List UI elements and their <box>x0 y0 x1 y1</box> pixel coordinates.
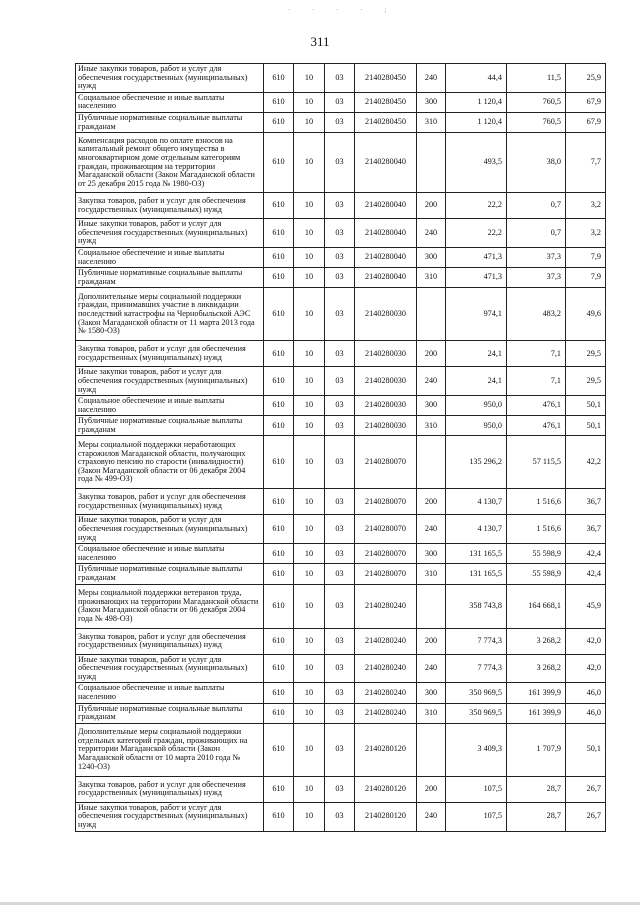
plan-amount-cell: 974,1 <box>446 288 507 341</box>
fact-amount-cell: 11,5 <box>507 64 566 93</box>
section-code-cell: 10 <box>294 776 325 802</box>
row-name-cell: Дополнительные меры социальной поддержки отдельных категорий граждан, проживающих на территории Магаданской области (Закон Магаданской области от 10 марта 2010 года № 1240-ОЗ) <box>76 723 264 776</box>
section-code-cell: 10 <box>294 288 325 341</box>
subsection-code-cell: 03 <box>325 247 355 267</box>
target-article-cell: 2140280030 <box>355 416 417 436</box>
plan-amount-cell: 7 774,3 <box>446 628 507 654</box>
expense-type-cell: 300 <box>417 683 446 703</box>
subsection-code-cell: 03 <box>325 544 355 564</box>
section-code-cell: 10 <box>294 489 325 515</box>
plan-amount-cell: 22,2 <box>446 219 507 248</box>
percent-cell: 42,0 <box>566 654 606 683</box>
fact-amount-cell: 483,2 <box>507 288 566 341</box>
table-row <box>76 436 606 489</box>
gov-code-cell: 610 <box>264 776 294 802</box>
row-name-cell: Иные закупки товаров, работ и услуг для обеспечения государственных (муниципальных) нужд <box>76 219 264 248</box>
percent-cell: 26,7 <box>566 776 606 802</box>
section-code-cell: 10 <box>294 133 325 193</box>
row-name-cell: Социальное обеспечение и иные выплаты населению <box>76 683 264 703</box>
percent-cell: 42,4 <box>566 544 606 564</box>
table-row <box>76 683 606 703</box>
table-row <box>76 802 606 831</box>
plan-amount-cell: 131 165,5 <box>446 564 507 584</box>
target-article-cell: 2140280040 <box>355 219 417 248</box>
expense-type-cell: 200 <box>417 628 446 654</box>
table-row <box>76 396 606 416</box>
table-row <box>76 92 606 112</box>
table-row <box>76 367 606 396</box>
row-name-cell: Закупка товаров, работ и услуг для обеспечения государственных (муниципальных) нужд <box>76 341 264 367</box>
percent-cell: 36,7 <box>566 489 606 515</box>
fact-amount-cell: 57 115,5 <box>507 436 566 489</box>
gov-code-cell: 610 <box>264 703 294 723</box>
subsection-code-cell: 03 <box>325 515 355 544</box>
table-row <box>76 703 606 723</box>
section-code-cell: 10 <box>294 396 325 416</box>
row-name-cell: Закупка товаров, работ и услуг для обеспечения государственных (муниципальных) нужд <box>76 628 264 654</box>
fact-amount-cell: 161 399,9 <box>507 703 566 723</box>
percent-cell: 42,0 <box>566 628 606 654</box>
gov-code-cell: 610 <box>264 268 294 288</box>
target-article-cell: 2140280070 <box>355 515 417 544</box>
section-code-cell: 10 <box>294 544 325 564</box>
fact-amount-cell: 0,7 <box>507 193 566 219</box>
fact-amount-cell: 7,1 <box>507 341 566 367</box>
target-article-cell: 2140280040 <box>355 133 417 193</box>
fact-amount-cell: 3 268,2 <box>507 628 566 654</box>
fact-amount-cell: 164 668,1 <box>507 584 566 628</box>
expense-type-cell <box>417 436 446 489</box>
target-article-cell: 2140280240 <box>355 628 417 654</box>
subsection-code-cell: 03 <box>325 416 355 436</box>
expense-type-cell <box>417 723 446 776</box>
row-name-cell: Иные закупки товаров, работ и услуг для обеспечения государственных (муниципальных) нужд <box>76 367 264 396</box>
subsection-code-cell: 03 <box>325 654 355 683</box>
expense-type-cell: 200 <box>417 489 446 515</box>
target-article-cell: 2140280240 <box>355 654 417 683</box>
gov-code-cell: 610 <box>264 64 294 93</box>
subsection-code-cell: 03 <box>325 193 355 219</box>
section-code-cell: 10 <box>294 628 325 654</box>
gov-code-cell: 610 <box>264 193 294 219</box>
fact-amount-cell: 28,7 <box>507 776 566 802</box>
subsection-code-cell: 03 <box>325 703 355 723</box>
budget-table <box>75 63 606 832</box>
expense-type-cell: 300 <box>417 396 446 416</box>
expense-type-cell: 310 <box>417 268 446 288</box>
target-article-cell: 2140280040 <box>355 268 417 288</box>
expense-type-cell: 310 <box>417 416 446 436</box>
row-name-cell: Иные закупки товаров, работ и услуг для обеспечения государственных (муниципальных) нужд <box>76 64 264 93</box>
table-row <box>76 219 606 248</box>
percent-cell: 29,5 <box>566 367 606 396</box>
table-row <box>76 133 606 193</box>
table-row <box>76 515 606 544</box>
gov-code-cell: 610 <box>264 515 294 544</box>
table-row <box>76 584 606 628</box>
target-article-cell: 2140280120 <box>355 776 417 802</box>
target-article-cell: 2140280030 <box>355 288 417 341</box>
row-name-cell: Компенсация расходов по оплате взносов на капитальный ремонт общего имущества в многоквартирном доме отдельным категориям граждан, проживающим на территории Магаданской области (Закон Магаданской области от 25 декабря 2015 года № 1980-ОЗ) <box>76 133 264 193</box>
plan-amount-cell: 471,3 <box>446 247 507 267</box>
fact-amount-cell: 161 399,9 <box>507 683 566 703</box>
plan-amount-cell: 1 120,4 <box>446 92 507 112</box>
section-code-cell: 10 <box>294 92 325 112</box>
percent-cell: 67,9 <box>566 92 606 112</box>
percent-cell: 50,1 <box>566 723 606 776</box>
plan-amount-cell: 358 743,8 <box>446 584 507 628</box>
section-code-cell: 10 <box>294 436 325 489</box>
row-name-cell: Закупка товаров, работ и услуг для обеспечения государственных (муниципальных) нужд <box>76 776 264 802</box>
target-article-cell: 2140280120 <box>355 723 417 776</box>
plan-amount-cell: 131 165,5 <box>446 544 507 564</box>
plan-amount-cell: 22,2 <box>446 193 507 219</box>
target-article-cell: 2140280070 <box>355 436 417 489</box>
section-code-cell: 10 <box>294 268 325 288</box>
fact-amount-cell: 7,1 <box>507 367 566 396</box>
subsection-code-cell: 03 <box>325 802 355 831</box>
section-code-cell: 10 <box>294 683 325 703</box>
percent-cell: 49,6 <box>566 288 606 341</box>
section-code-cell: 10 <box>294 367 325 396</box>
expense-type-cell: 300 <box>417 92 446 112</box>
row-name-cell: Публичные нормативные социальные выплаты гражданам <box>76 564 264 584</box>
fact-amount-cell: 55 598,9 <box>507 544 566 564</box>
table-row <box>76 112 606 132</box>
subsection-code-cell: 03 <box>325 367 355 396</box>
expense-type-cell: 310 <box>417 703 446 723</box>
section-code-cell: 10 <box>294 584 325 628</box>
plan-amount-cell: 4 130,7 <box>446 489 507 515</box>
row-name-cell: Публичные нормативные социальные выплаты гражданам <box>76 268 264 288</box>
table-body <box>76 64 606 832</box>
percent-cell: 42,4 <box>566 564 606 584</box>
gov-code-cell: 610 <box>264 396 294 416</box>
section-code-cell: 10 <box>294 64 325 93</box>
target-article-cell: 2140280030 <box>355 396 417 416</box>
table-row <box>76 628 606 654</box>
expense-type-cell: 240 <box>417 802 446 831</box>
subsection-code-cell: 03 <box>325 564 355 584</box>
target-article-cell: 2140280240 <box>355 683 417 703</box>
section-code-cell: 10 <box>294 193 325 219</box>
gov-code-cell: 610 <box>264 341 294 367</box>
table-row <box>76 268 606 288</box>
scan-marks: · · · · ; <box>288 6 397 14</box>
expense-type-cell: 300 <box>417 247 446 267</box>
subsection-code-cell: 03 <box>325 723 355 776</box>
percent-cell: 42,2 <box>566 436 606 489</box>
table-row <box>76 654 606 683</box>
plan-amount-cell: 4 130,7 <box>446 515 507 544</box>
subsection-code-cell: 03 <box>325 341 355 367</box>
expense-type-cell: 200 <box>417 776 446 802</box>
table-row <box>76 776 606 802</box>
gov-code-cell: 610 <box>264 436 294 489</box>
gov-code-cell: 610 <box>264 416 294 436</box>
gov-code-cell: 610 <box>264 723 294 776</box>
row-name-cell: Социальное обеспечение и иные выплаты населению <box>76 92 264 112</box>
target-article-cell: 2140280240 <box>355 584 417 628</box>
row-name-cell: Меры социальной поддержки неработающих старожилов Магаданской области, получающих страховую пенсию по старости (инвалидности) (Закон Магаданской области от 06 декабря 2004 года № 499-ОЗ) <box>76 436 264 489</box>
plan-amount-cell: 135 296,2 <box>446 436 507 489</box>
percent-cell: 25,9 <box>566 64 606 93</box>
target-article-cell: 2140280070 <box>355 544 417 564</box>
gov-code-cell: 610 <box>264 584 294 628</box>
subsection-code-cell: 03 <box>325 489 355 515</box>
fact-amount-cell: 3 268,2 <box>507 654 566 683</box>
fact-amount-cell: 37,3 <box>507 247 566 267</box>
gov-code-cell: 610 <box>264 489 294 515</box>
section-code-cell: 10 <box>294 515 325 544</box>
expense-type-cell: 240 <box>417 515 446 544</box>
section-code-cell: 10 <box>294 703 325 723</box>
expense-type-cell: 200 <box>417 341 446 367</box>
expense-type-cell <box>417 288 446 341</box>
expense-type-cell <box>417 584 446 628</box>
percent-cell: 46,0 <box>566 683 606 703</box>
section-code-cell: 10 <box>294 564 325 584</box>
plan-amount-cell: 950,0 <box>446 396 507 416</box>
percent-cell: 50,1 <box>566 416 606 436</box>
table-row <box>76 288 606 341</box>
section-code-cell: 10 <box>294 112 325 132</box>
gov-code-cell: 610 <box>264 247 294 267</box>
fact-amount-cell: 37,3 <box>507 268 566 288</box>
target-article-cell: 2140280240 <box>355 703 417 723</box>
row-name-cell: Иные закупки товаров, работ и услуг для обеспечения государственных (муниципальных) нужд <box>76 654 264 683</box>
expense-type-cell: 310 <box>417 112 446 132</box>
table-row <box>76 247 606 267</box>
fact-amount-cell: 760,5 <box>507 112 566 132</box>
percent-cell: 29,5 <box>566 341 606 367</box>
expense-type-cell: 200 <box>417 193 446 219</box>
subsection-code-cell: 03 <box>325 133 355 193</box>
plan-amount-cell: 3 409,3 <box>446 723 507 776</box>
gov-code-cell: 610 <box>264 628 294 654</box>
percent-cell: 46,0 <box>566 703 606 723</box>
row-name-cell: Иные закупки товаров, работ и услуг для обеспечения государственных (муниципальных) нужд <box>76 515 264 544</box>
gov-code-cell: 610 <box>264 802 294 831</box>
target-article-cell: 2140280030 <box>355 341 417 367</box>
plan-amount-cell: 44,4 <box>446 64 507 93</box>
percent-cell: 26,7 <box>566 802 606 831</box>
fact-amount-cell: 38,0 <box>507 133 566 193</box>
row-name-cell: Меры социальной поддержки ветеранов труда, проживающих на территории Магаданской области (Закон Магаданской области от 06 декабря 2004 года № 498-ОЗ) <box>76 584 264 628</box>
table-row <box>76 723 606 776</box>
gov-code-cell: 610 <box>264 367 294 396</box>
percent-cell: 7,9 <box>566 268 606 288</box>
table-row <box>76 341 606 367</box>
fact-amount-cell: 1 707,9 <box>507 723 566 776</box>
fact-amount-cell: 760,5 <box>507 92 566 112</box>
expense-type-cell: 300 <box>417 544 446 564</box>
plan-amount-cell: 7 774,3 <box>446 654 507 683</box>
row-name-cell: Публичные нормативные социальные выплаты гражданам <box>76 703 264 723</box>
gov-code-cell: 610 <box>264 92 294 112</box>
gov-code-cell: 610 <box>264 288 294 341</box>
row-name-cell: Социальное обеспечение и иные выплаты населению <box>76 396 264 416</box>
target-article-cell: 2140280070 <box>355 564 417 584</box>
fact-amount-cell: 55 598,9 <box>507 564 566 584</box>
gov-code-cell: 610 <box>264 564 294 584</box>
table-row <box>76 416 606 436</box>
gov-code-cell: 610 <box>264 683 294 703</box>
expense-type-cell <box>417 133 446 193</box>
percent-cell: 7,7 <box>566 133 606 193</box>
expense-type-cell: 310 <box>417 564 446 584</box>
plan-amount-cell: 493,5 <box>446 133 507 193</box>
fact-amount-cell: 1 516,6 <box>507 489 566 515</box>
expense-type-cell: 240 <box>417 367 446 396</box>
target-article-cell: 2140280450 <box>355 64 417 93</box>
percent-cell: 67,9 <box>566 112 606 132</box>
gov-code-cell: 610 <box>264 654 294 683</box>
subsection-code-cell: 03 <box>325 683 355 703</box>
gov-code-cell: 610 <box>264 219 294 248</box>
subsection-code-cell: 03 <box>325 64 355 93</box>
percent-cell: 3,2 <box>566 219 606 248</box>
target-article-cell: 2140280070 <box>355 489 417 515</box>
table-row <box>76 489 606 515</box>
plan-amount-cell: 24,1 <box>446 341 507 367</box>
row-name-cell: Дополнительные меры социальной поддержки граждан, принимавших участие в ликвидации последствий катастрофы на Чернобыльской АЭС (Закон Магаданской области от 11 марта 2013 года № 1580-ОЗ) <box>76 288 264 341</box>
section-code-cell: 10 <box>294 219 325 248</box>
subsection-code-cell: 03 <box>325 112 355 132</box>
fact-amount-cell: 476,1 <box>507 396 566 416</box>
plan-amount-cell: 350 969,5 <box>446 683 507 703</box>
row-name-cell: Закупка товаров, работ и услуг для обеспечения государственных (муниципальных) нужд <box>76 489 264 515</box>
row-name-cell: Социальное обеспечение и иные выплаты населению <box>76 544 264 564</box>
row-name-cell: Социальное обеспечение и иные выплаты населению <box>76 247 264 267</box>
percent-cell: 36,7 <box>566 515 606 544</box>
fact-amount-cell: 28,7 <box>507 802 566 831</box>
subsection-code-cell: 03 <box>325 584 355 628</box>
row-name-cell: Публичные нормативные социальные выплаты гражданам <box>76 416 264 436</box>
section-code-cell: 10 <box>294 723 325 776</box>
section-code-cell: 10 <box>294 416 325 436</box>
percent-cell: 3,2 <box>566 193 606 219</box>
subsection-code-cell: 03 <box>325 396 355 416</box>
subsection-code-cell: 03 <box>325 268 355 288</box>
section-code-cell: 10 <box>294 341 325 367</box>
gov-code-cell: 610 <box>264 112 294 132</box>
percent-cell: 45,9 <box>566 584 606 628</box>
plan-amount-cell: 24,1 <box>446 367 507 396</box>
fact-amount-cell: 476,1 <box>507 416 566 436</box>
section-code-cell: 10 <box>294 654 325 683</box>
subsection-code-cell: 03 <box>325 219 355 248</box>
target-article-cell: 2140280040 <box>355 247 417 267</box>
fact-amount-cell: 0,7 <box>507 219 566 248</box>
target-article-cell: 2140280450 <box>355 92 417 112</box>
table-row <box>76 64 606 93</box>
target-article-cell: 2140280030 <box>355 367 417 396</box>
subsection-code-cell: 03 <box>325 92 355 112</box>
target-article-cell: 2140280120 <box>355 802 417 831</box>
plan-amount-cell: 107,5 <box>446 776 507 802</box>
plan-amount-cell: 107,5 <box>446 802 507 831</box>
expense-type-cell: 240 <box>417 64 446 93</box>
subsection-code-cell: 03 <box>325 288 355 341</box>
plan-amount-cell: 471,3 <box>446 268 507 288</box>
gov-code-cell: 610 <box>264 133 294 193</box>
table-row <box>76 193 606 219</box>
subsection-code-cell: 03 <box>325 436 355 489</box>
expense-type-cell: 240 <box>417 219 446 248</box>
row-name-cell: Закупка товаров, работ и услуг для обеспечения государственных (муниципальных) нужд <box>76 193 264 219</box>
subsection-code-cell: 03 <box>325 776 355 802</box>
page-number: 311 <box>310 34 330 49</box>
target-article-cell: 2140280450 <box>355 112 417 132</box>
section-code-cell: 10 <box>294 802 325 831</box>
table-row <box>76 544 606 564</box>
row-name-cell: Публичные нормативные социальные выплаты гражданам <box>76 112 264 132</box>
table-row <box>76 564 606 584</box>
gov-code-cell: 610 <box>264 544 294 564</box>
target-article-cell: 2140280040 <box>355 193 417 219</box>
section-code-cell: 10 <box>294 247 325 267</box>
plan-amount-cell: 1 120,4 <box>446 112 507 132</box>
plan-amount-cell: 350 969,5 <box>446 703 507 723</box>
row-name-cell: Иные закупки товаров, работ и услуг для обеспечения государственных (муниципальных) нужд <box>76 802 264 831</box>
fact-amount-cell: 1 516,6 <box>507 515 566 544</box>
expense-type-cell: 240 <box>417 654 446 683</box>
plan-amount-cell: 950,0 <box>446 416 507 436</box>
percent-cell: 50,1 <box>566 396 606 416</box>
subsection-code-cell: 03 <box>325 628 355 654</box>
percent-cell: 7,9 <box>566 247 606 267</box>
